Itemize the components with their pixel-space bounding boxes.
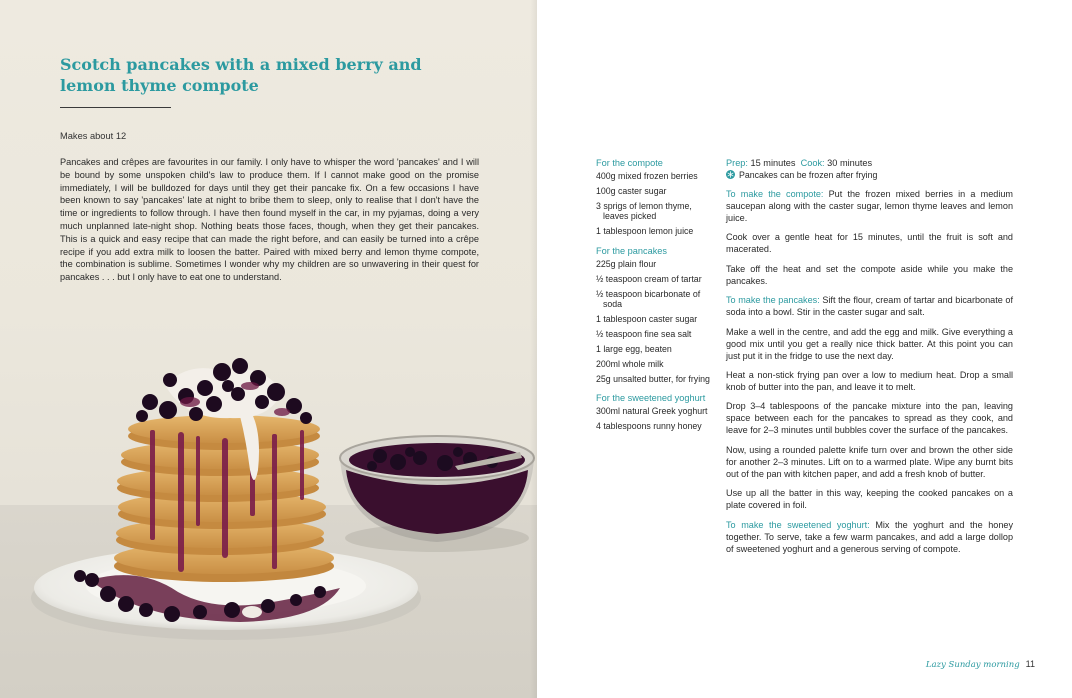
list-item: ½ teaspoon cream of tartar — [596, 273, 702, 284]
compote-ingredients — [596, 157, 714, 237]
method-step: Make a well in the centre, and add the egg and milk. Give everything a good mix until you get a really nice thick batter. At this point you can just put it in the fridge to use the next day. — [726, 326, 1013, 361]
list-item: 1 large egg, beaten — [596, 343, 672, 354]
step-text: Mix the yoghurt and the honey together. To serve, take a few warm pancakes, and add a large dollop of sweetened yoghurt and a generous serving of compote. — [726, 519, 1013, 554]
pancakes-heading: For the pancakes — [596, 245, 667, 256]
pancakes-step-heading: To make the pancakes: — [726, 295, 820, 306]
list-item: 200ml whole milk — [596, 358, 664, 369]
method-step: Heat a non-stick frying pan over a low to medium heat. Drop a small knob of butter into the pan, and leave it to melt. — [726, 369, 1013, 392]
list-item: 300ml natural Greek yoghurt — [596, 406, 708, 417]
list-item: 1 tablespoon caster sugar — [596, 314, 698, 325]
step-text: Sift the flour, cream of tartar and bicarbonate of soda into a bowl. Stir in the caster sugar and salt. — [726, 295, 1013, 318]
step-text: Put the frozen mixed berries in a medium saucepan along with the caster sugar, lemon thyme leaves and lemon juice. — [726, 189, 1013, 223]
snowflake-icon — [726, 170, 735, 179]
yoghurt-list — [596, 406, 714, 431]
compote-list — [596, 171, 714, 237]
cook-label: Cook: — [800, 158, 825, 168]
list-item: 1 tablespoon lemon juice — [596, 226, 694, 237]
prep-label: Prep: — [726, 158, 748, 168]
list-item: 400g mixed frozen berries — [596, 171, 698, 181]
list-item: 25g unsalted butter, for frying — [596, 373, 710, 384]
timing-info — [726, 157, 1013, 169]
method-step: Cook over a gentle heat for 15 minutes, until the fruit is soft and macerated. — [726, 232, 1013, 255]
compote-step-heading: To make the compote: — [726, 189, 824, 199]
list-item: 100g caster sugar — [596, 185, 667, 196]
method-step: Drop 3–4 tablespoons of the pancake mixture into the pan, leaving space between each for the pancakes to spread as they cook, and leave for 2–3 minutes until bubbles cover the surface of the pancakes. — [726, 401, 1013, 436]
yoghurt-ingredients — [596, 392, 714, 431]
method-step — [726, 188, 1013, 224]
pancake-stack-photo — [0, 340, 537, 698]
prep-time: 15 minutes — [750, 158, 796, 168]
intro-paragraph: Pancakes and crêpes are favourites in our family. I only have to whisper the word 'pancakes' and I will be bound by some unspoken child's law to produce them. If I cannot make good on the promise immediately, I will be bulldozed for days until they get their pancake fix. On a few occasions I have been known to say 'pancakes' late at night to bribe them to sleep, only to realise that I don't have the time or ingredients to follow through. I have then found myself in the car, in my pyjamas, doing a very much unplanned late-night shop. Nothing beats those faces, though, when they get their pancakes. This is a quick and easy recipe that can made the right before, and can easily be turned into a crêpe recipe if you add extra milk to loosen the batter. Paired with mixed berry and lemon thyme compote, the combination is sublime. Sometimes I wonder why my children are so unwavering in their quest for pancakes . . . but I only have to eat one to understand. — [60, 157, 479, 283]
list-item: 225g plain flour — [596, 258, 657, 269]
yoghurt-step-heading: To make the sweetened yoghurt: — [726, 519, 870, 530]
pancake-ingredients — [596, 245, 714, 384]
freeze-note — [726, 169, 1013, 181]
list-item: 4 tablespoons runny honey — [596, 421, 702, 432]
recipe-title: Scotch pancakes with a mixed berry and lemon thyme compote — [60, 55, 422, 95]
chapter-name: Lazy Sunday morning — [925, 660, 1020, 670]
ingredients-column — [596, 157, 714, 440]
method-step: Now, using a rounded palette knife turn over and brown the other side for another 2–3 minutes. Lift on to a warmed plate. Wipe any burnt bits out of the pan with kitchen paper, and add a fresh knob of butter. — [726, 444, 1013, 479]
page-number: 11 — [1025, 659, 1035, 669]
list-item: ½ teaspoon fine sea salt — [596, 329, 692, 340]
method-step: Take off the heat and set the compote aside while you make the pancakes. — [726, 263, 1013, 286]
page-footer — [926, 659, 1035, 670]
title-rule — [60, 107, 171, 108]
freeze-text: Pancakes can be frozen after frying — [739, 170, 878, 180]
makes-quantity: Makes about 12 — [60, 131, 127, 141]
compote-heading: For the compote — [596, 158, 663, 168]
pancakes-list — [596, 259, 714, 384]
list-item: 3 sprigs of lemon thyme, leaves picked — [596, 200, 692, 222]
method-step — [726, 519, 1013, 555]
yoghurt-heading: For the sweetened yoghurt — [596, 393, 706, 404]
method-step — [726, 294, 1013, 318]
method-column — [726, 157, 1013, 562]
list-item: ½ teaspoon bicarbonate of soda — [596, 288, 701, 310]
cook-time: 30 minutes — [827, 158, 873, 168]
method-step: Use up all the batter in this way, keeping the cooked pancakes on a plate covered in foil. — [726, 488, 1013, 511]
